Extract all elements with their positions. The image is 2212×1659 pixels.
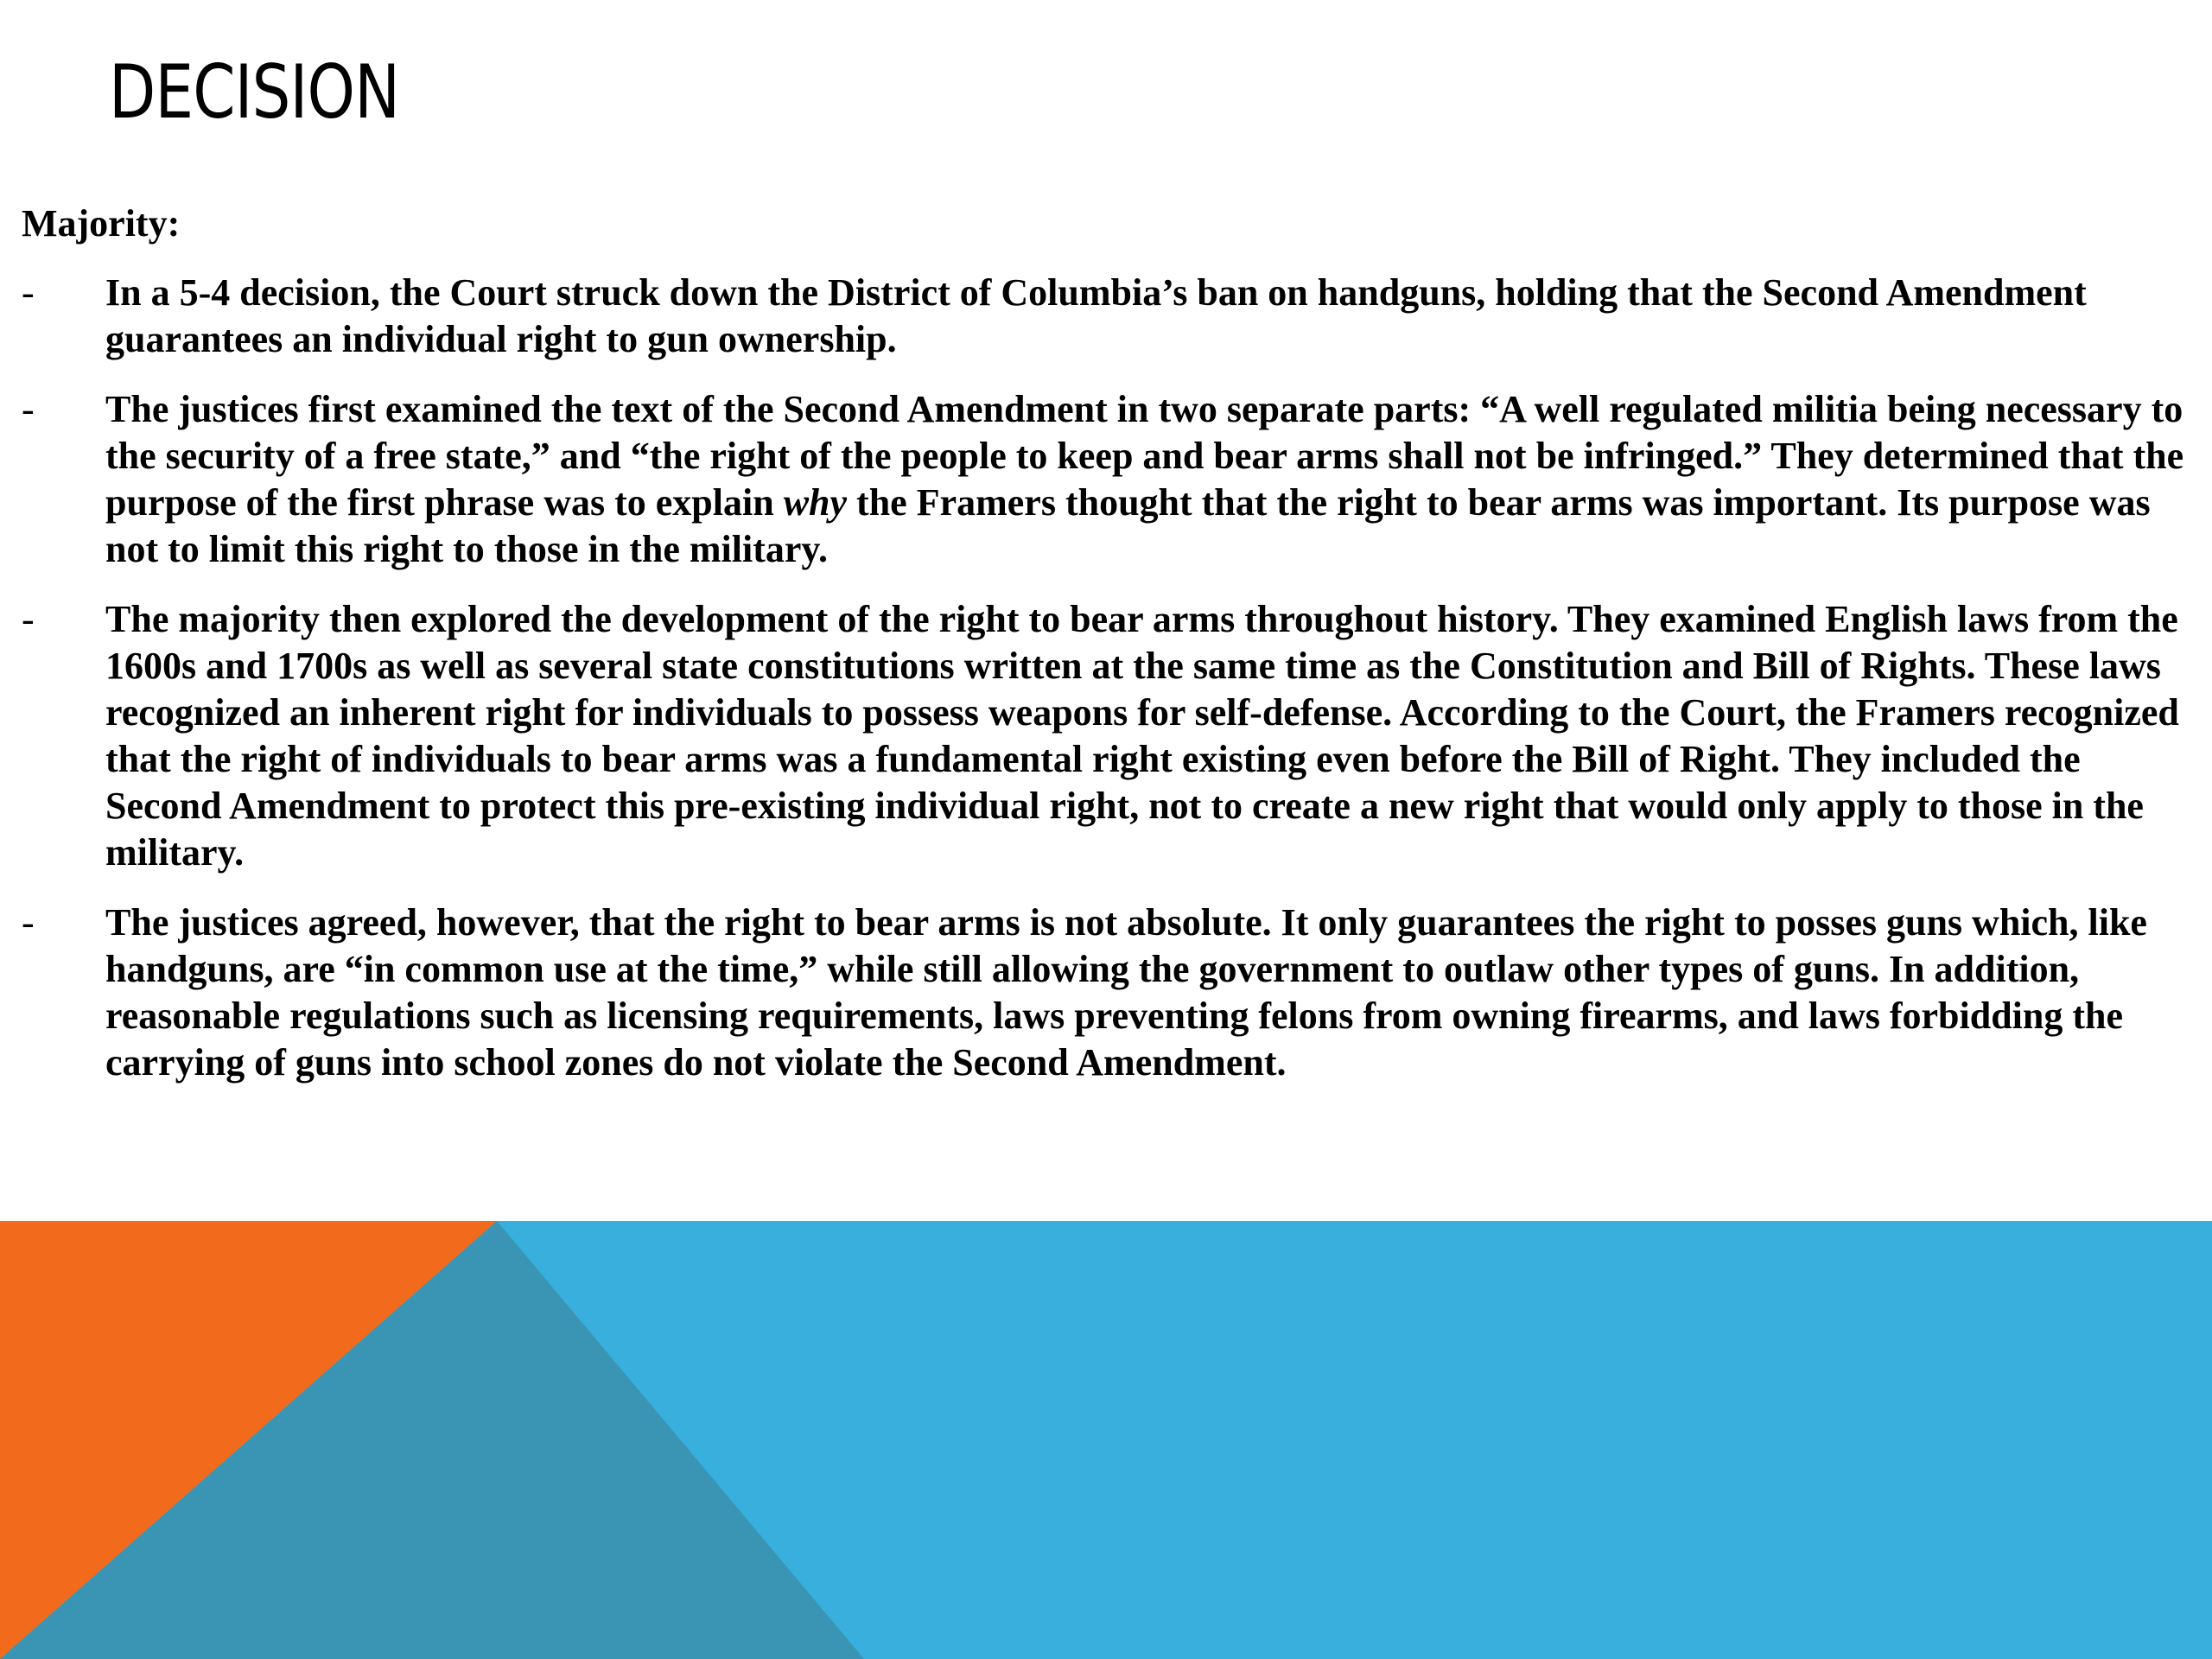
decorative-shapes <box>0 1221 2212 1659</box>
bullet-item-2 <box>22 386 2199 573</box>
bullet-item-4 <box>22 899 2199 1086</box>
bullet-text: In a 5-4 decision, the Court struck down the District of Columbia’s ban on handguns, holding that the Second Amendment guarantees an individual right to gun ownership. <box>105 271 2087 360</box>
majority-label: Majority: <box>22 202 181 245</box>
bullet-text-emphasis: why <box>783 481 848 524</box>
bullet-item-3 <box>22 596 2199 876</box>
bullet-marker: - <box>22 388 35 430</box>
bullet-text: The justices agreed, however, that the right to bear arms is not absolute. It only guarantees the right to posses guns which, like handguns, are “in common use at the time,” while still allowing the government to outlaw other types of guns. In addition, reasonable regulations such as licensing requirements, laws preventing felons from owning firearms, and laws forbidding the carrying of guns into school zones do not violate the Second Amendment. <box>105 901 2147 1084</box>
bullet-marker: - <box>22 901 35 944</box>
slide-body <box>22 200 2199 1109</box>
slide-title: DECISION <box>109 49 400 136</box>
bullet-text-after: the Framers thought that the right to bear arms was important. Its purpose was not to limit this right to those in the military. <box>105 481 2151 570</box>
bullet-marker: - <box>22 598 35 640</box>
decorative-footer <box>0 1221 2212 1659</box>
bullet-text-before: The justices first examined the text of the Second Amendment in two separate parts: “A well regulated militia being necessary to the security of a free state,” and “the right of the people to keep and bear arms shall not be infringed.” They determined that the purpose of the first phrase was to explain <box>105 388 2184 524</box>
bullet-item-1 <box>22 270 2199 363</box>
bullet-marker: - <box>22 271 35 314</box>
bullet-text: The majority then explored the development of the right to bear arms throughout history. They examined English laws from the 1600s and 1700s as well as several state constitutions written at the same time as the Constitution and Bill of Rights. These laws recognized an inherent right for individuals to possess weapons for self-defense. According to the Court, the Framers recognized that the right of individuals to bear arms was a fundamental right existing even before the Bill of Right. They included the Second Amendment to protect this pre-existing individual right, not to create a new right that would only apply to those in the military. <box>105 598 2179 874</box>
